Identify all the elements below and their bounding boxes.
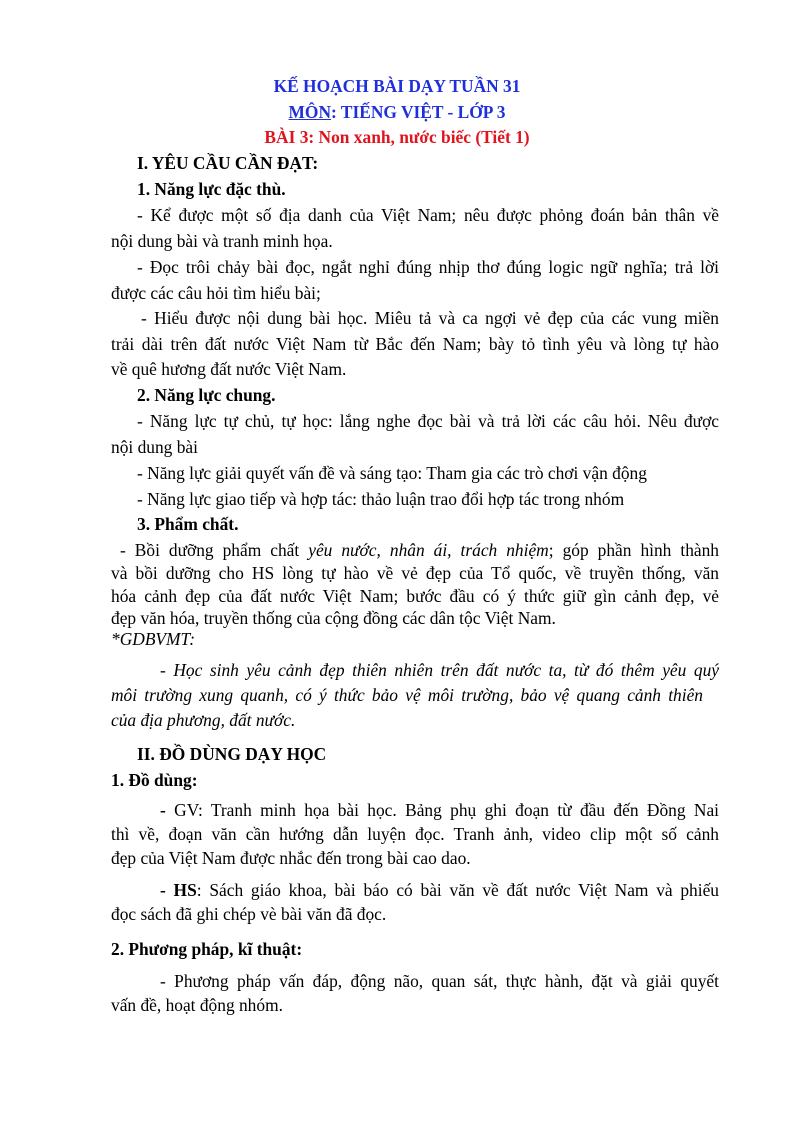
paragraph-line: - Năng lực giải quyết vấn đề và sáng tạo: Tham gia các trò chơi vận động (137, 463, 647, 483)
paragraph-line (160, 880, 719, 900)
italic-text-run: yêu nước, nhân ái, trách nhiệm (308, 540, 549, 560)
subsection-2-heading: 2. Năng lực chung. (137, 385, 276, 405)
paragraph-line: - Kể được một số địa danh của Việt Nam; nêu được phỏng đoán bản thân về (137, 205, 719, 225)
paragraph-line: của địa phương, đất nước. (111, 710, 296, 730)
subsection-2-heading: 2. Phương pháp, kĩ thuật: (111, 939, 303, 959)
paragraph-line: được các câu hỏi tìm hiểu bài; (111, 283, 321, 303)
subsection-3-heading: 3. Phẩm chất. (137, 514, 239, 534)
text-run: - (160, 800, 175, 820)
paragraph-line: về quê hương đất nước Việt Nam. (111, 359, 347, 379)
section-2-heading: II. ĐỒ DÙNG DẠY HỌC (137, 744, 327, 764)
subject-text: : TIẾNG VIỆT - LỚP 3 (331, 102, 506, 122)
hs-label: - HS (160, 880, 197, 900)
text-run: ; góp phần hình thành (548, 540, 719, 560)
paragraph-line: nội dung bài và tranh minh họa. (111, 231, 333, 251)
paragraph-line: vấn đề, hoạt động nhóm. (111, 995, 283, 1015)
paragraph-line: đọc sách đã ghi chép vè bài văn đã đọc. (111, 904, 387, 924)
section-1-heading: I. YÊU CẦU CẦN ĐẠT: (137, 153, 319, 173)
paragraph-line: - Năng lực giao tiếp và hợp tác: thảo luận trao đổi hợp tác trong nhóm (137, 489, 625, 509)
paragraph-line: thì về, đoạn văn cần hướng dẫn luyện đọc. Tranh ảnh, video clip một số cảnh (111, 824, 719, 844)
paragraph-line: hóa cảnh đẹp của đất nước Việt Nam; bước đầu có ý thức giữ gìn cảnh đẹp, vẻ (111, 586, 719, 606)
paragraph-line: nội dung bài (111, 437, 198, 457)
paragraph-line (160, 800, 719, 820)
text-run: - Bồi dưỡng phẩm chất (120, 540, 309, 560)
paragraph-line: - Đọc trôi chảy bài đọc, ngắt nghỉ đúng nhịp thơ đúng logic ngữ nghĩa; trả lời (137, 257, 719, 277)
paragraph-line: đẹp văn hóa, truyền thống của cộng đồng các dân tộc Việt Nam. (111, 608, 556, 628)
gdbvmt-label: *GDBVMT: (111, 629, 196, 649)
paragraph-line: và bồi dưỡng cho HS lòng tự hào về vẻ đẹp của Tổ quốc, về truyền thống, văn (111, 563, 719, 583)
text-run: : Sách giáo khoa, bài báo có bài văn về đất nước Việt Nam và phiếu (196, 880, 720, 900)
paragraph-line: - Phương pháp vấn đáp, động não, quan sát, thực hành, đặt và giải quyết (160, 971, 719, 991)
plan-title: KẾ HOẠCH BÀI DẠY TUẦN 31 (273, 76, 521, 96)
subject-line (0, 102, 794, 122)
subsection-1-heading: 1. Đồ dùng: (111, 770, 198, 790)
paragraph-line: - Hiểu được nội dung bài học. Miêu tả và ca ngợi vẻ đẹp của các vung miền (141, 308, 719, 328)
paragraph-line: - Năng lực tự chủ, tự học: lắng nghe đọc bài và trả lời các câu hỏi. Nêu được (137, 411, 719, 431)
paragraph-line: đẹp của Việt Nam được nhắc đến trong bài cao dao. (111, 848, 471, 868)
subject-label: MÔN (288, 102, 332, 122)
subsection-1-heading: 1. Năng lực đặc thù. (137, 179, 286, 199)
text-run: : Tranh minh họa bài học. Bảng phụ ghi đoạn từ đầu đến Đồng Nai (197, 800, 719, 820)
paragraph-line (120, 540, 719, 560)
paragraph-line: môi trường xung quanh, có ý thức bảo vệ môi trường, bảo vệ quang cảnh thiên (111, 685, 703, 705)
gv-label: GV (174, 800, 198, 820)
paragraph-line: - Học sinh yêu cảnh đẹp thiên nhiên trên đất nước ta, từ đó thêm yêu quý (160, 660, 719, 680)
paragraph-line: trải dài trên đất nước Việt Nam từ Bắc đến Nam; bày tỏ tình yêu và lòng tự hào (111, 334, 719, 354)
lesson-title: BÀI 3: Non xanh, nước biếc (Tiết 1) (264, 127, 530, 147)
